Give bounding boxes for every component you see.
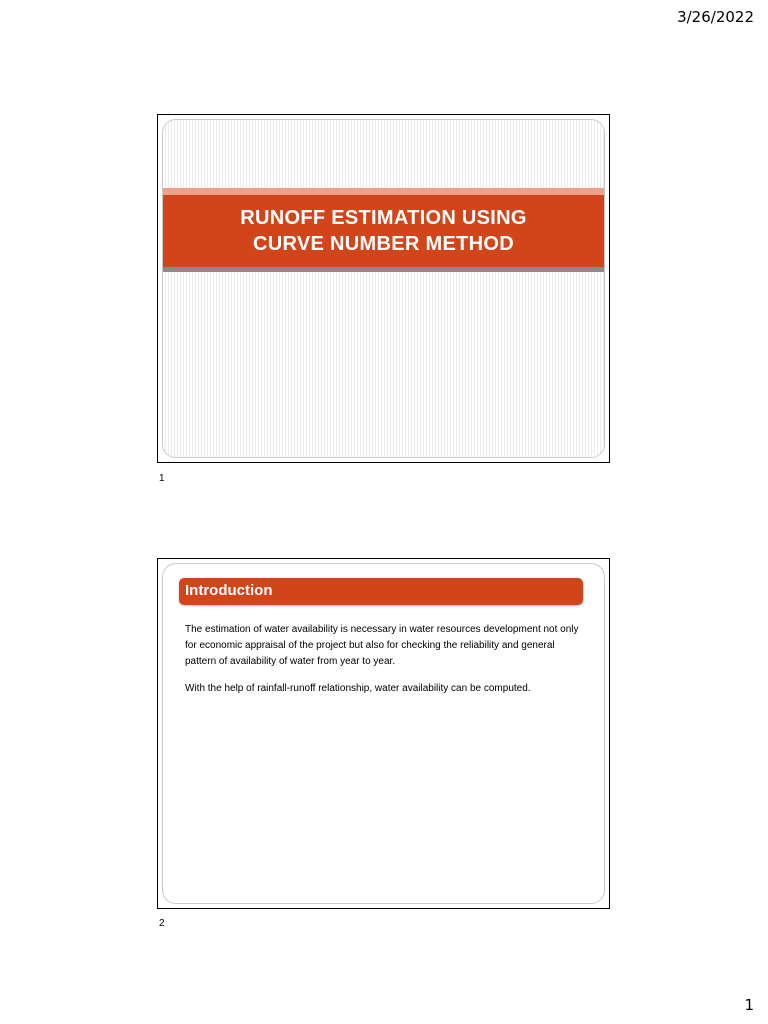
slide-2-frame bbox=[157, 558, 610, 909]
slide-1-stripe-pattern-bottom bbox=[163, 272, 604, 457]
section-title: Introduction bbox=[185, 582, 273, 599]
slide-number-1: 1 bbox=[159, 473, 165, 484]
slide-1-stripe-pattern-top bbox=[163, 120, 604, 188]
section-header bbox=[179, 578, 583, 605]
slide-1 bbox=[162, 119, 605, 458]
page-number: 1 bbox=[744, 996, 754, 1014]
slide-2 bbox=[162, 563, 605, 904]
slide-title-line-2: CURVE NUMBER METHOD bbox=[253, 233, 514, 255]
slide-1-frame bbox=[157, 114, 610, 463]
slide-body bbox=[185, 622, 580, 708]
page-date: 3/26/2022 bbox=[677, 8, 754, 26]
body-paragraph-2: With the help of rainfall-runoff relationship, water availability can be computed. bbox=[185, 683, 531, 694]
slide-title-line-1: RUNOFF ESTIMATION USING bbox=[240, 207, 527, 229]
slide-number-2: 2 bbox=[159, 918, 165, 929]
body-paragraph-1: The estimation of water availability is necessary in water resources development not only for economic appraisal of the project but also for checking the reliability and general pattern of availability of water from year to year. bbox=[185, 624, 579, 667]
title-band bbox=[163, 195, 604, 267]
title-band-highlight bbox=[163, 188, 604, 195]
